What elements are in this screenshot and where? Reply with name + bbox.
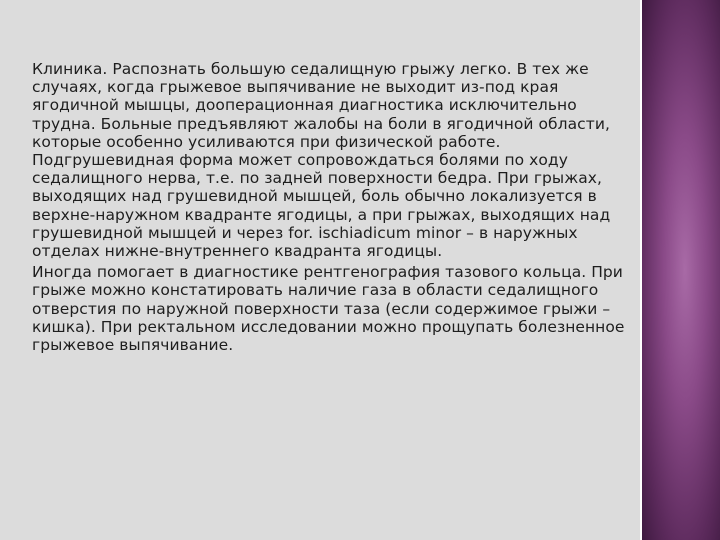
slide-text-block	[32, 60, 628, 357]
paragraph-text: Распознать большую седалищную грыжу легко. В тех же случаях, когда грыжевое выпячивание не выходит из-под края ягодичной мышцы, дооперационная диагностика исключительно трудна. Больные предъявляют жалобы на боли в ягодичной области, которые особенно усиливаются при физической работе. Подгрушевидная форма может сопровождаться болями по ходу седалищного нерва, т.е. по задней поверхности бедра. При грыжах, выходящих над грушевидной мышцей, боль обычно локализуется в верхне-наружном квадранте ягодицы, а при грыжах, выходящих над грушевидной мышцей и через for. ischiadicum minor – в наружных отделах нижне-внутреннего квадранта ягодицы.	[32, 60, 611, 261]
paragraph-text: Иногда помогает в диагностике рентгенография тазового кольца. При грыже можно констатировать наличие газа в области седалищного отверстия по наружной поверхности таза (если содержимое грыжи – кишка). При ректальном исследовании можно прощупать болезненное грыжевое выпячивание.	[32, 263, 625, 355]
paragraph-clinic	[32, 60, 628, 260]
paragraph-lead: Клиника.	[32, 60, 108, 78]
decorative-side-panel	[642, 0, 720, 540]
paragraph-diagnostics	[32, 263, 628, 354]
